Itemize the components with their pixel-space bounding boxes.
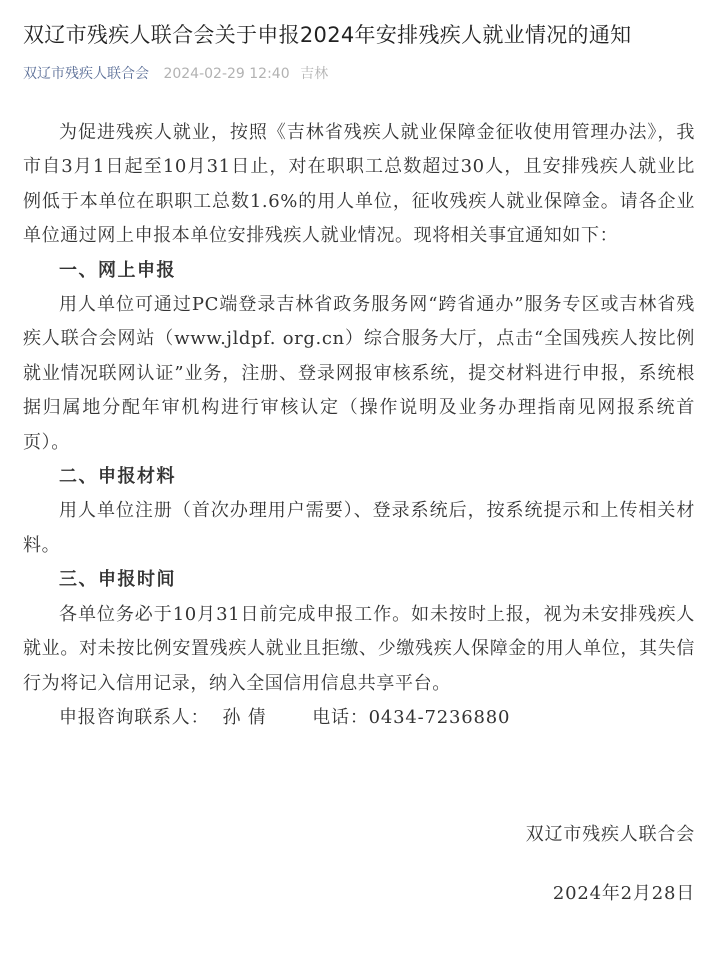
signature: 双辽市残疾人联合会 <box>525 824 695 845</box>
intro-paragraph: 为促进残疾人就业，按照《吉林省残疾人就业保障金征收使用管理办法》，我市自3月1日起至10月31日止，对在职职工总数超过30人，且安排残疾人就业比例低于本单位在职职工总数1.6%的用人单位，征收残疾人就业保障金。请各企业单位通过网上申报本单位安排残疾人就业情况。现将相关事宜通知如下： <box>23 122 695 247</box>
publish-datetime: 2024-02-29 12:40 <box>163 66 290 82</box>
signature-date: 2024年2月28日 <box>552 883 695 904</box>
section-heading-materials: 二、申报材料 <box>59 466 176 488</box>
section-body-online: 用人单位可通过PC端登录吉林省政务服务网“跨省通办”服务专区或吉林省残疾人联合会网站（www.jldpf. org.cn）综合服务大厅，点击“全国残疾人按比例就业情况联网认证”业务，注册、登录网报审核系统，提交材料进行申报，系统根据归属地分配年审机构进行审核认定（操作说明及业务办理指南见网报系统首页）。 <box>23 294 695 453</box>
contact-line: 申报咨询联系人： 孙 倩 电话：0434-7236880 <box>59 706 511 728</box>
section-heading-time: 三、申报时间 <box>59 569 176 591</box>
source-link[interactable]: 双辽市残疾人联合会 <box>23 66 149 82</box>
article-title: 双辽市残疾人联合会关于申报2024年安排残疾人就业情况的通知 <box>23 23 632 47</box>
region-label: 吉林 <box>300 66 329 82</box>
article-meta <box>23 64 328 84</box>
article-body <box>23 116 695 735</box>
section-body-time: 各单位务必于10月31日前完成申报工作。如未按时上报，视为未安排残疾人就业。对未按比例安置残疾人就业且拒缴、少缴残疾人保障金的用人单位，其失信行为将记入信用记录，纳入全国信用信息共享平台。 <box>23 603 695 694</box>
section-heading-online: 一、网上申报 <box>59 259 176 281</box>
section-body-materials: 用人单位注册（首次办理用户需要）、登录系统后，按系统提示和上传相关材料。 <box>23 500 695 556</box>
